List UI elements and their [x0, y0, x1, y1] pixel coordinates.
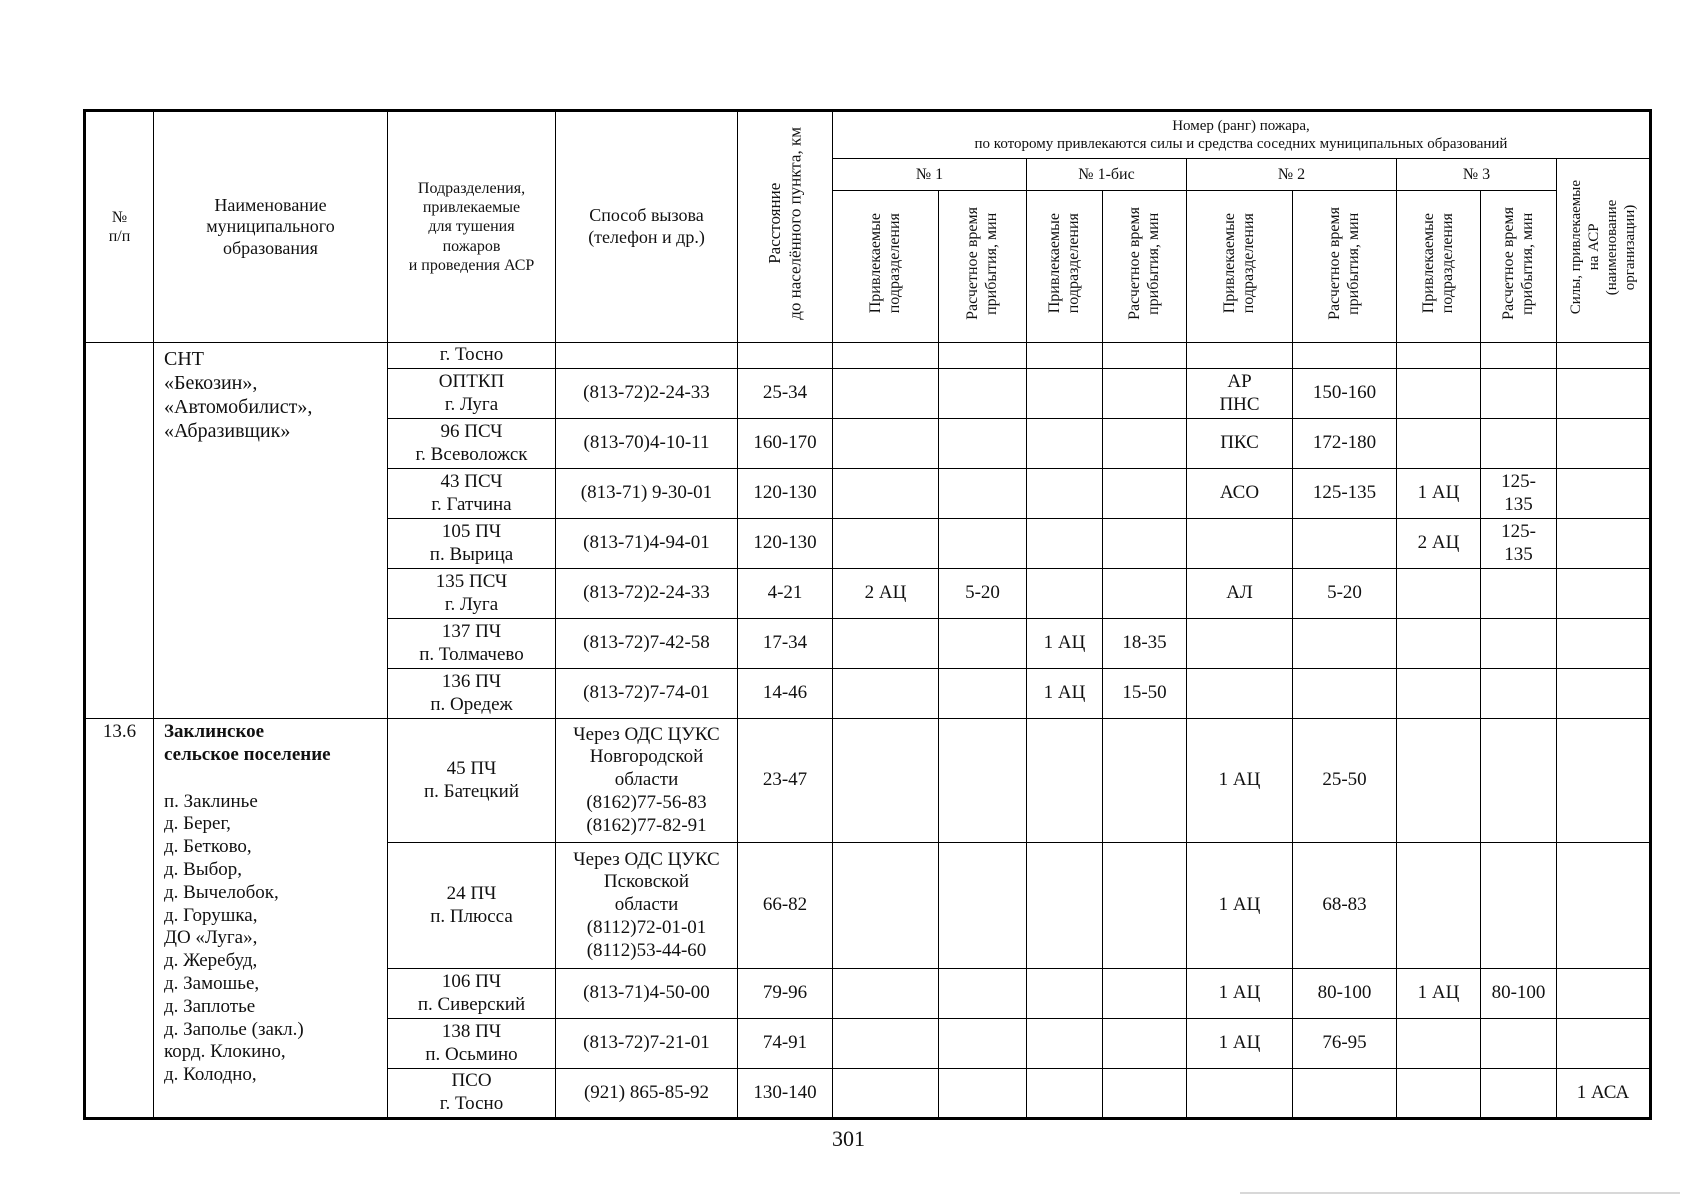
rank3-units-cell: [1397, 569, 1481, 619]
rank3-time-cell: 80-100: [1481, 969, 1557, 1019]
rank2-units-cell: АЛ: [1187, 569, 1293, 619]
rank2-units-cell: 1 АЦ: [1187, 843, 1293, 969]
rank2-units-cell: 1 АЦ: [1187, 719, 1293, 843]
asr-forces-cell: [1557, 469, 1651, 519]
rank1-units-cell: [833, 369, 939, 419]
unit-cell: 137 ПЧ п. Толмачево: [388, 619, 556, 669]
header-asr-forces: Силы, привлекаемые на АСР (наименование организации): [1557, 159, 1651, 343]
rank3-units-cell: [1397, 1069, 1481, 1119]
asr-forces-cell: [1557, 669, 1651, 719]
unit-cell: 43 ПСЧ г. Гатчина: [388, 469, 556, 519]
distance-cell: 14-46: [738, 669, 833, 719]
call-method-cell: (813-71) 9-30-01: [556, 469, 738, 519]
rank2-units-cell: АР ПНС: [1187, 369, 1293, 419]
rank1bis-units-cell: [1027, 419, 1103, 469]
rank1bis-time-cell: [1103, 969, 1187, 1019]
rank2-time-cell: [1293, 669, 1397, 719]
rank1bis-time-cell: [1103, 843, 1187, 969]
rank1-time-cell: [939, 619, 1027, 669]
rank1bis-time-cell: [1103, 343, 1187, 369]
rank1-time-cell: 5-20: [939, 569, 1027, 619]
distance-cell: 17-34: [738, 619, 833, 669]
rank1bis-units-cell: [1027, 369, 1103, 419]
rank2-time-cell: 125-135: [1293, 469, 1397, 519]
rank1-units-cell: [833, 719, 939, 843]
rank1-time-cell: [939, 719, 1027, 843]
rank1bis-units-cell: [1027, 343, 1103, 369]
unit-cell: 24 ПЧ п. Плюсса: [388, 843, 556, 969]
settlement-list: п. Заклинье д. Берег, д. Бетково, д. Выбор, д. Вычелобок, д. Горушка, ДО «Луга», д. Жеребуд, д. Замошье, д. Заплотье д. Заполье (закл.) корд. Клокино, д. Колодно,: [164, 790, 304, 1086]
rank1bis-units-cell: [1027, 1019, 1103, 1069]
distance-cell: [738, 343, 833, 369]
table-body: [85, 343, 1651, 1119]
rank3-time-cell: [1481, 843, 1557, 969]
header-rank3-units: Привлекаемые подразделения: [1397, 191, 1481, 343]
call-method-cell: (813-72)2-24-33: [556, 369, 738, 419]
distance-cell: 4-21: [738, 569, 833, 619]
unit-cell: 105 ПЧ п. Вырица: [388, 519, 556, 569]
rank1bis-units-cell: [1027, 843, 1103, 969]
unit-cell: 135 ПСЧ г. Луга: [388, 569, 556, 619]
rank1bis-units-cell: [1027, 969, 1103, 1019]
distance-cell: 66-82: [738, 843, 833, 969]
rank3-time-cell: [1481, 369, 1557, 419]
rank3-time-cell: [1481, 669, 1557, 719]
header-rank1bis-time: Расчетное время прибытия, мин: [1103, 191, 1187, 343]
rank2-time-cell: 76-95: [1293, 1019, 1397, 1069]
rank1bis-time-cell: [1103, 419, 1187, 469]
page-number: 301: [832, 1126, 865, 1151]
rank3-time-cell: [1481, 1069, 1557, 1119]
rank3-units-cell: 1 АЦ: [1397, 469, 1481, 519]
rank1bis-units-cell: 1 АЦ: [1027, 619, 1103, 669]
distance-cell: 120-130: [738, 469, 833, 519]
rank3-time-cell: [1481, 569, 1557, 619]
rank2-time-cell: [1293, 619, 1397, 669]
rank1-time-cell: [939, 343, 1027, 369]
rank3-units-cell: [1397, 369, 1481, 419]
distance-cell: 23-47: [738, 719, 833, 843]
unit-cell: 106 ПЧ п. Сиверский: [388, 969, 556, 1019]
rank3-units-cell: [1397, 619, 1481, 669]
rank3-units-cell: [1397, 843, 1481, 969]
rank1-time-cell: [939, 469, 1027, 519]
rank2-time-cell: [1293, 519, 1397, 569]
call-method-cell: Через ОДС ЦУКС Новгородской области (8162)77-56-83 (8162)77-82-91: [556, 719, 738, 843]
unit-cell: 136 ПЧ п. Оредеж: [388, 669, 556, 719]
unit-cell: ОПТКП г. Луга: [388, 369, 556, 419]
rank1bis-time-cell: 18-35: [1103, 619, 1187, 669]
rank3-units-cell: [1397, 1019, 1481, 1069]
rank1-units-cell: [833, 969, 939, 1019]
header-call-method: Способ вызова (телефон и др.): [556, 111, 738, 343]
rank2-units-cell: АСО: [1187, 469, 1293, 519]
rank1-time-cell: [939, 369, 1027, 419]
rank2-time-cell: 5-20: [1293, 569, 1397, 619]
rank3-units-cell: [1397, 343, 1481, 369]
header-municipality: Наименование муниципального образования: [154, 111, 388, 343]
rank1bis-time-cell: [1103, 719, 1187, 843]
rank2-time-cell: 150-160: [1293, 369, 1397, 419]
call-method-cell: (921) 865-85-92: [556, 1069, 738, 1119]
call-method-cell: (813-72)7-21-01: [556, 1019, 738, 1069]
distance-cell: 160-170: [738, 419, 833, 469]
rank1-units-cell: 2 АЦ: [833, 569, 939, 619]
header-number: № п/п: [85, 111, 154, 343]
rank1-units-cell: [833, 469, 939, 519]
header-rank-1: № 1: [833, 159, 1027, 191]
header-rank2-units: Привлекаемые подразделения: [1187, 191, 1293, 343]
asr-forces-cell: 1 АСА: [1557, 1069, 1651, 1119]
rank1bis-time-cell: 15-50: [1103, 669, 1187, 719]
call-method-cell: (813-72)7-42-58: [556, 619, 738, 669]
unit-cell: 45 ПЧ п. Батецкий: [388, 719, 556, 843]
asr-forces-cell: [1557, 343, 1651, 369]
rank1bis-time-cell: [1103, 369, 1187, 419]
rank3-time-cell: 125- 135: [1481, 469, 1557, 519]
rank2-units-cell: 1 АЦ: [1187, 969, 1293, 1019]
rank1bis-units-cell: 1 АЦ: [1027, 669, 1103, 719]
rank2-time-cell: [1293, 343, 1397, 369]
header-units: Подразделения, привлекаемые для тушения пожаров и проведения АСР: [388, 111, 556, 343]
rank3-time-cell: [1481, 419, 1557, 469]
rank2-units-cell: ПКС: [1187, 419, 1293, 469]
scan-artifact: [1240, 1192, 1680, 1194]
rank2-units-cell: [1187, 343, 1293, 369]
rank1-units-cell: [833, 1069, 939, 1119]
rank3-units-cell: 1 АЦ: [1397, 969, 1481, 1019]
rank1-time-cell: [939, 519, 1027, 569]
distance-cell: 74-91: [738, 1019, 833, 1069]
asr-forces-cell: [1557, 369, 1651, 419]
header-rank-1bis: № 1-бис: [1027, 159, 1187, 191]
header-rank-3: № 3: [1397, 159, 1557, 191]
rank3-time-cell: 125- 135: [1481, 519, 1557, 569]
rank2-time-cell: 25-50: [1293, 719, 1397, 843]
rank1bis-time-cell: [1103, 569, 1187, 619]
header-rank1-time: Расчетное время прибытия, мин: [939, 191, 1027, 343]
rank1-units-cell: [833, 669, 939, 719]
rank1-time-cell: [939, 1069, 1027, 1119]
rank2-units-cell: 1 АЦ: [1187, 1019, 1293, 1069]
rank3-units-cell: [1397, 719, 1481, 843]
fire-forces-table: [83, 109, 1652, 1120]
distance-cell: 130-140: [738, 1069, 833, 1119]
call-method-cell: [556, 343, 738, 369]
rank1-time-cell: [939, 1019, 1027, 1069]
rank1-units-cell: [833, 419, 939, 469]
unit-cell: 96 ПСЧ г. Всеволожск: [388, 419, 556, 469]
rank1bis-units-cell: [1027, 519, 1103, 569]
rank2-units-cell: [1187, 1069, 1293, 1119]
rank2-units-cell: [1187, 519, 1293, 569]
rank3-units-cell: 2 АЦ: [1397, 519, 1481, 569]
rank1-time-cell: [939, 843, 1027, 969]
distance-cell: 25-34: [738, 369, 833, 419]
rank2-time-cell: [1293, 1069, 1397, 1119]
asr-forces-cell: [1557, 719, 1651, 843]
rank1-units-cell: [833, 343, 939, 369]
municipality-name: СНТ «Бекозин», «Автомобилист», «Абразивщик»: [154, 343, 388, 719]
call-method-cell: Через ОДС ЦУКС Псковской области (8112)72-01-01 (8112)53-44-60: [556, 843, 738, 969]
rank1bis-time-cell: [1103, 469, 1187, 519]
rank1bis-units-cell: [1027, 469, 1103, 519]
header-rank2-time: Расчетное время прибытия, мин: [1293, 191, 1397, 343]
rank1-time-cell: [939, 669, 1027, 719]
rank2-time-cell: 68-83: [1293, 843, 1397, 969]
asr-forces-cell: [1557, 419, 1651, 469]
table-row: [85, 719, 1651, 843]
call-method-cell: (813-72)7-74-01: [556, 669, 738, 719]
asr-forces-cell: [1557, 619, 1651, 669]
rank3-units-cell: [1397, 419, 1481, 469]
rank1-time-cell: [939, 969, 1027, 1019]
rank1bis-units-cell: [1027, 719, 1103, 843]
rank1-units-cell: [833, 619, 939, 669]
rank1bis-time-cell: [1103, 1019, 1187, 1069]
rank2-units-cell: [1187, 619, 1293, 669]
distance-cell: 79-96: [738, 969, 833, 1019]
asr-forces-cell: [1557, 843, 1651, 969]
rank1bis-units-cell: [1027, 569, 1103, 619]
rank1-units-cell: [833, 843, 939, 969]
rank2-units-cell: [1187, 669, 1293, 719]
municipality-cell: [154, 719, 388, 1119]
unit-cell: г. Тосно: [388, 343, 556, 369]
row-number: 13.6: [85, 719, 154, 1119]
rank1bis-time-cell: [1103, 519, 1187, 569]
asr-forces-cell: [1557, 969, 1651, 1019]
call-method-cell: (813-70)4-10-11: [556, 419, 738, 469]
header-fire-rank: Номер (ранг) пожара, по которому привлекаются силы и средства соседних муниципальных образований: [833, 111, 1651, 159]
header-rank-2: № 2: [1187, 159, 1397, 191]
rank2-time-cell: 172-180: [1293, 419, 1397, 469]
rank1bis-units-cell: [1027, 1069, 1103, 1119]
rank3-time-cell: [1481, 1019, 1557, 1069]
rank3-time-cell: [1481, 619, 1557, 669]
rank3-units-cell: [1397, 669, 1481, 719]
municipality-title: Заклинское сельское поселение: [164, 721, 331, 765]
unit-cell: ПСО г. Тосно: [388, 1069, 556, 1119]
rank1-units-cell: [833, 1019, 939, 1069]
call-method-cell: (813-72)2-24-33: [556, 569, 738, 619]
rank1bis-time-cell: [1103, 1069, 1187, 1119]
header-distance: Расстояние до населённого пункта, км: [738, 111, 833, 343]
header-rank1bis-units: Привлекаемые подразделения: [1027, 191, 1103, 343]
row-number-empty: [85, 343, 154, 719]
header-rank1-units: Привлекаемые подразделения: [833, 191, 939, 343]
header-rank3-time: Расчетное время прибытия, мин: [1481, 191, 1557, 343]
call-method-cell: (813-71)4-94-01: [556, 519, 738, 569]
rank1-time-cell: [939, 419, 1027, 469]
rank3-time-cell: [1481, 719, 1557, 843]
rank2-time-cell: 80-100: [1293, 969, 1397, 1019]
call-method-cell: (813-71)4-50-00: [556, 969, 738, 1019]
distance-cell: 120-130: [738, 519, 833, 569]
asr-forces-cell: [1557, 1019, 1651, 1069]
asr-forces-cell: [1557, 519, 1651, 569]
asr-forces-cell: [1557, 569, 1651, 619]
rank1-units-cell: [833, 519, 939, 569]
table-row: [85, 343, 1651, 369]
unit-cell: 138 ПЧ п. Осьмино: [388, 1019, 556, 1069]
rank3-time-cell: [1481, 343, 1557, 369]
